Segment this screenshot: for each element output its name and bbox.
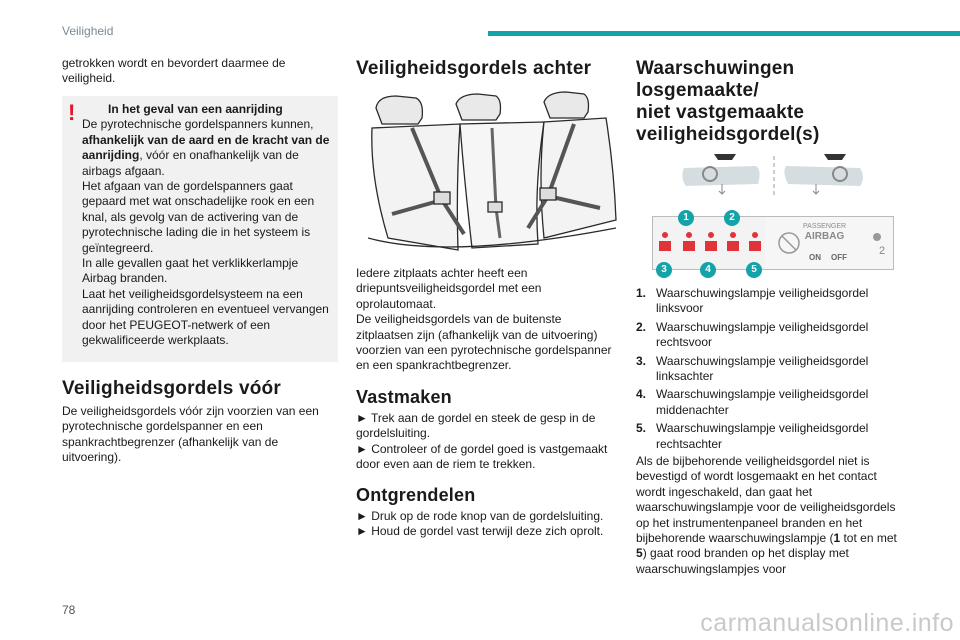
lamp-legend-item xyxy=(636,354,898,385)
warning-exclamation-icon: ! xyxy=(68,100,76,125)
intro-text: getrokken wordt en bevordert daarmee de veiligheid. xyxy=(62,56,286,86)
warnings-heading-line-4: veiligheidsgordel(s) xyxy=(636,124,820,145)
lamp-number: 2. xyxy=(636,319,647,334)
closing-paragraph xyxy=(636,454,906,577)
front-belts-text: De veiligheidsgordels vóór zijn voorzien van een pyrotechnische gordelspanner en een spankrachtbegrenzer (afhankelijk van de uitvoering). xyxy=(62,404,319,465)
warnings-heading-line-1: Waarschuwingen xyxy=(636,58,795,79)
warnings-heading-line-3: niet vastgemaakte xyxy=(636,102,805,123)
fasten-heading: Vastmaken xyxy=(356,387,452,407)
release-step-1: ► Druk op de rode knop van de gordelsluiting. xyxy=(356,509,604,523)
callout-3-number: 3 xyxy=(661,264,667,275)
passenger-line-1: PASSENGER xyxy=(803,223,847,230)
lamp-number: 1. xyxy=(636,286,647,300)
lamp-number: 4. xyxy=(636,387,647,402)
warnings-heading-line-2: losgemaakte/ xyxy=(636,80,759,101)
note-text-1: De pyrotechnische gordelspanners kunnen, xyxy=(82,117,314,132)
lamp-legend-item xyxy=(636,286,898,317)
callout-5 xyxy=(746,262,762,278)
callout-1-number: 1 xyxy=(683,212,689,223)
callout-4 xyxy=(700,262,716,278)
lamp-legend-item xyxy=(636,320,898,351)
callout-1 xyxy=(678,210,694,226)
closing-text-mid: tot en met xyxy=(840,531,897,546)
release-steps xyxy=(356,509,618,540)
lamp-legend-list xyxy=(636,286,898,455)
rear-belts-heading: Veiligheidsgordels achter xyxy=(356,58,592,79)
rear-seats-drawing xyxy=(368,88,618,260)
rear-seatbelt-illustration xyxy=(368,88,618,260)
note-paragraph-3: In alle gevallen gaat het verklikkerlampje Airbag branden. xyxy=(82,256,299,286)
watermark: carmanualsonline.info xyxy=(700,609,954,637)
callout-5-number: 5 xyxy=(751,264,757,275)
note-paragraph-1 xyxy=(82,117,330,179)
note-paragraph-2: Het afgaan van de gordelspanners gaat gepaard met wat onschadelijke rook en een knal, als gevolg van de activering van de pyrotechnische lading die in het systeem is geïntegreerd. xyxy=(82,179,315,255)
warnings-heading xyxy=(636,58,906,146)
seat-count-label: 2 xyxy=(879,245,886,257)
section-title: Veiligheid xyxy=(62,24,114,38)
note-bold-1: afhankelijk van de aard en de kracht van de aanrijding xyxy=(82,132,330,163)
closing-bold-1: 1 xyxy=(833,531,841,546)
page-number: 78 xyxy=(62,603,76,617)
rear-belts-text xyxy=(356,266,618,374)
callout-2-number: 2 xyxy=(729,212,735,223)
front-belts-heading: Veiligheidsgordels vóór xyxy=(62,378,281,399)
passenger-airbag-label xyxy=(803,223,846,242)
rear-belts-p1: Iedere zitplaats achter heeft een driepuntsveiligheidsgordel met een oprolautomaat. xyxy=(356,266,542,311)
lamp-description: Waarschuwingslampje veiligheidsgordel middenachter xyxy=(656,387,869,417)
passenger-line-2: AIRBAG xyxy=(804,231,845,242)
closing-text-a: Als de bijbehorende veiligheidsgordel niet is bevestigd of wordt losgemaakt en het contact wordt ingeschakeld, dan gaat het waarschuwingslampje voor de veiligheidsgordels op het instrumentenpaneel branden en het bijbehorende waarschuwingslampje ( xyxy=(636,454,896,546)
airbag-on-label: ON xyxy=(809,253,821,262)
lamp-legend-item xyxy=(636,387,898,418)
lamp-legend-item xyxy=(636,421,898,452)
header-accent-bar xyxy=(488,31,960,36)
fasten-steps xyxy=(356,411,618,473)
callout-4-number: 4 xyxy=(705,264,711,275)
lamp-description: Waarschuwingslampje veiligheidsgordel rechtsvoor xyxy=(656,319,869,350)
closing-bold-2: 5 xyxy=(636,546,643,561)
airbag-off-label: OFF xyxy=(831,253,847,262)
collision-note xyxy=(62,96,338,362)
closing-text-b: ) gaat rood branden op het display met waarschuwingslampjes voor xyxy=(636,546,849,576)
dashboard-illustration xyxy=(676,154,872,200)
callout-3 xyxy=(656,262,672,278)
lamp-description: Waarschuwingslampje veiligheidsgordel rechtsachter xyxy=(656,421,869,451)
column-left xyxy=(62,56,338,87)
lamp-description: Waarschuwingslampje veiligheidsgordel linksachter xyxy=(656,353,869,384)
lamp-number: 3. xyxy=(636,353,647,368)
instrument-panel-drawing xyxy=(676,154,872,200)
release-step-2: ► Houd de gordel vast terwijl deze zich oprolt. xyxy=(356,524,604,539)
release-heading: Ontgrendelen xyxy=(356,485,476,505)
note-paragraph-4: Laat het veiligheidsgordelsysteem na een aanrijding controleren en eventueel vervangen door het PEUGEOT-netwerk of een gekwalificeerde werkplaats. xyxy=(82,286,329,348)
fasten-step-1: ► Trek aan de gordel en steek de gesp in de gordelsluiting. xyxy=(356,411,596,441)
lamp-number: 5. xyxy=(636,421,647,436)
fasten-step-2: ► Controleer of de gordel goed is vastgemaakt door even aan de riem te trekken. xyxy=(356,441,608,472)
rear-belts-p2: De veiligheidsgordels van de buitenste zitplaatsen zijn (afhankelijk van de uitvoering) voorzien van een pyrotechnische gordelspanner en een spankrachtbegrenzer. xyxy=(356,312,612,373)
lamp-description: Waarschuwingslampje veiligheidsgordel linksvoor xyxy=(656,286,869,316)
note-text-2: , vóór en onafhankelijk van de airbags afgaan. xyxy=(82,148,299,178)
note-title: In het geval van een aanrijding xyxy=(108,102,283,116)
callout-2 xyxy=(724,210,740,226)
